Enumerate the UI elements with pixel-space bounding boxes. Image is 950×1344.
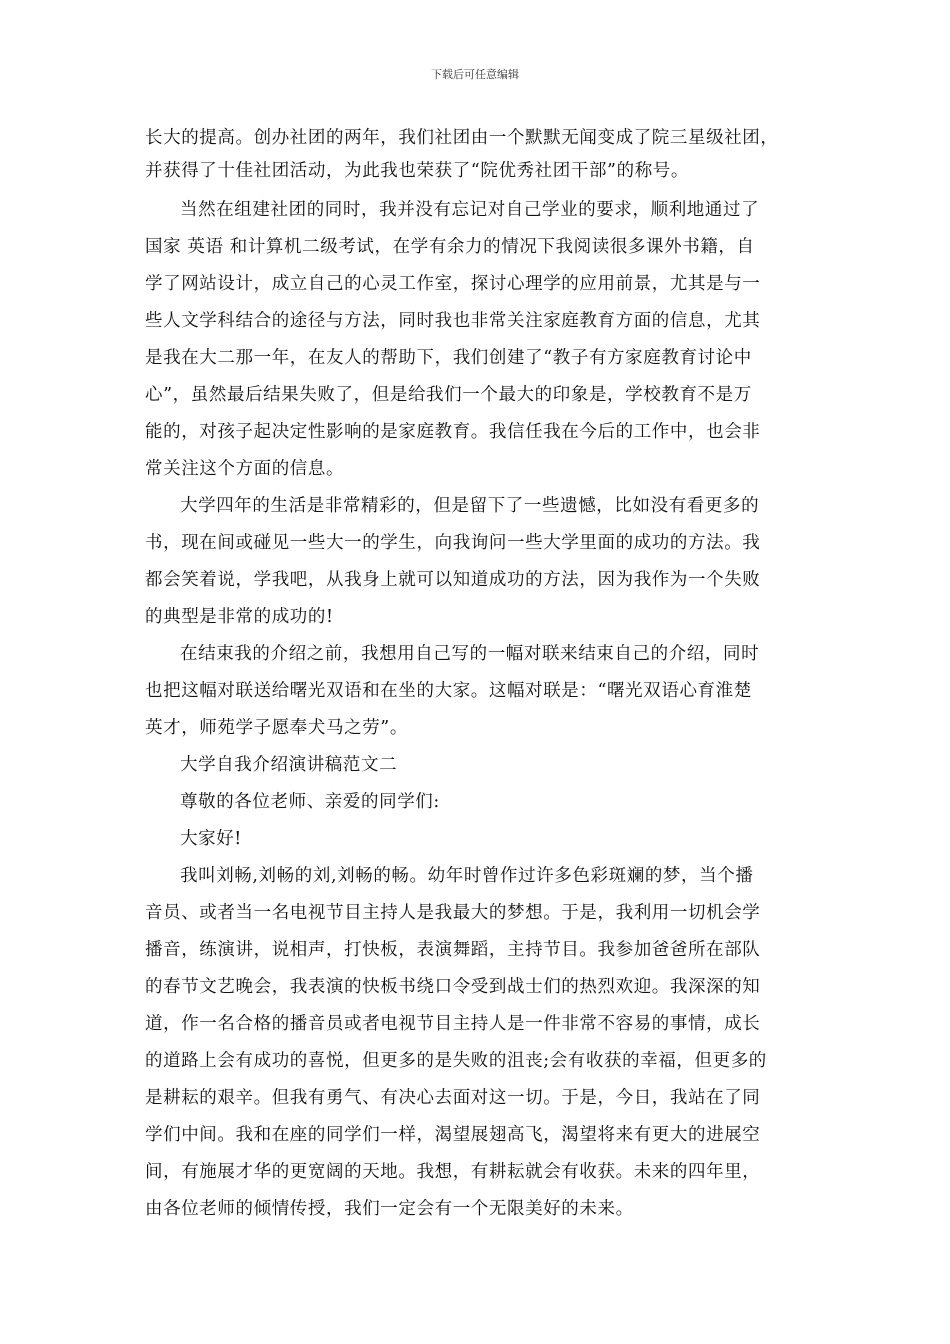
page-header: 下载后可任意编辑 [431,68,519,81]
text-line: 学了网站设计，成立自己的心灵工作室，探讨心理学的应用前景，尤其是与一 [145,274,761,294]
text-line: 播音，练演讲，说相声，打快板，表演舞蹈，主持节目。我参加爸爸所在部队 [145,940,761,960]
text-line: 间，有施展才华的更宽阔的天地。我想，有耕耘就会有收获。未来的四年里， [145,1162,761,1182]
text-line: 能的，对孩子起决定性影响的是家庭教育。我信任我在今后的工作中，也会非 [145,422,761,442]
text-line: 并获得了十佳社团活动，为此我也荣获了“院优秀社团干部”的称号。 [145,161,689,181]
text-line: 的道路上会有成功的喜悦，但更多的是失败的沮丧;会有收获的幸福，但更多的 [145,1051,767,1071]
section-title: 大学自我介绍演讲稿范文二 [180,755,398,775]
salutation-line: 尊敬的各位老师、亲爱的同学们: [180,792,440,812]
text-line: 也把这幅对联送给曙光双语和在坐的大家。这幅对联是：“曙光双语心育淮楚 [145,681,752,701]
text-line: 英才，师苑学子愿奉犬马之劳”。 [145,718,408,738]
text-line: 的典型是非常的成功的! [145,607,334,627]
text-line: 些人文学科结合的途径与方法，同时我也非常关注家庭教育方面的信息，尤其 [145,311,761,331]
paragraph-start-line: 当然在组建社团的同时，我并没有忘记对自己学业的要求，顺利地通过了 [180,200,760,220]
text-line: 都会笑着说，学我吧，从我身上就可以知道成功的方法，因为我作为一个失败 [145,570,761,590]
text-line: 的春节文艺晚会，我表演的快板书绕口令受到战士们的热烈欢迎。我深深的知 [145,977,761,997]
text-line: 书，现在间或碰见一些大一的学生，向我询问一些大学里面的成功的方法。我 [145,533,761,553]
text-line: 音员、或者当一名电视节目主持人是我最大的梦想。于是，我利用一切机会学 [145,903,761,923]
paragraph-start-line: 大学四年的生活是非常精彩的，但是留下了一些遗憾，比如没有看更多的 [180,496,760,516]
text-line: 心”，虽然最后结果失败了，但是给我们一个最大的印象是，学校教育不是万 [145,385,752,405]
text-line: 国家 英语 和计算机二级考试，在学有余力的情况下我阅读很多课外书籍，自 [145,237,755,257]
paragraph-start-line: 在结束我的介绍之前，我想用自己写的一幅对联来结束自己的介绍，同时 [180,644,760,664]
text-line: 长大的提高。创办社团的两年，我们社团由一个默默无闻变成了院三星级社团， [145,128,779,148]
text-line: 是我在大二那一年，在友人的帮助下，我们创建了“教子有方家庭教育讨论中 [145,348,752,368]
text-line: 是耕耘的艰辛。但我有勇气、有决心去面对这一切。于是，今日，我站在了同 [145,1088,761,1108]
text-line: 学们中间。我和在座的同学们一样，渴望展翅高飞，渴望将来有更大的进展空 [145,1125,761,1145]
text-line: 道，作一名合格的播音员或者电视节目主持人是一件非常不容易的事情，成长 [145,1014,761,1034]
text-line: 由各位老师的倾情传授，我们一定会有一个无限美好的未来。 [145,1199,634,1219]
text-line: 常关注这个方面的信息。 [145,459,345,479]
paragraph-start-line: 我叫刘畅,刘畅的刘,刘畅的畅。幼年时曾作过许多色彩斑斓的梦，当个播 [180,866,754,886]
greeting-line: 大家好! [180,829,242,849]
